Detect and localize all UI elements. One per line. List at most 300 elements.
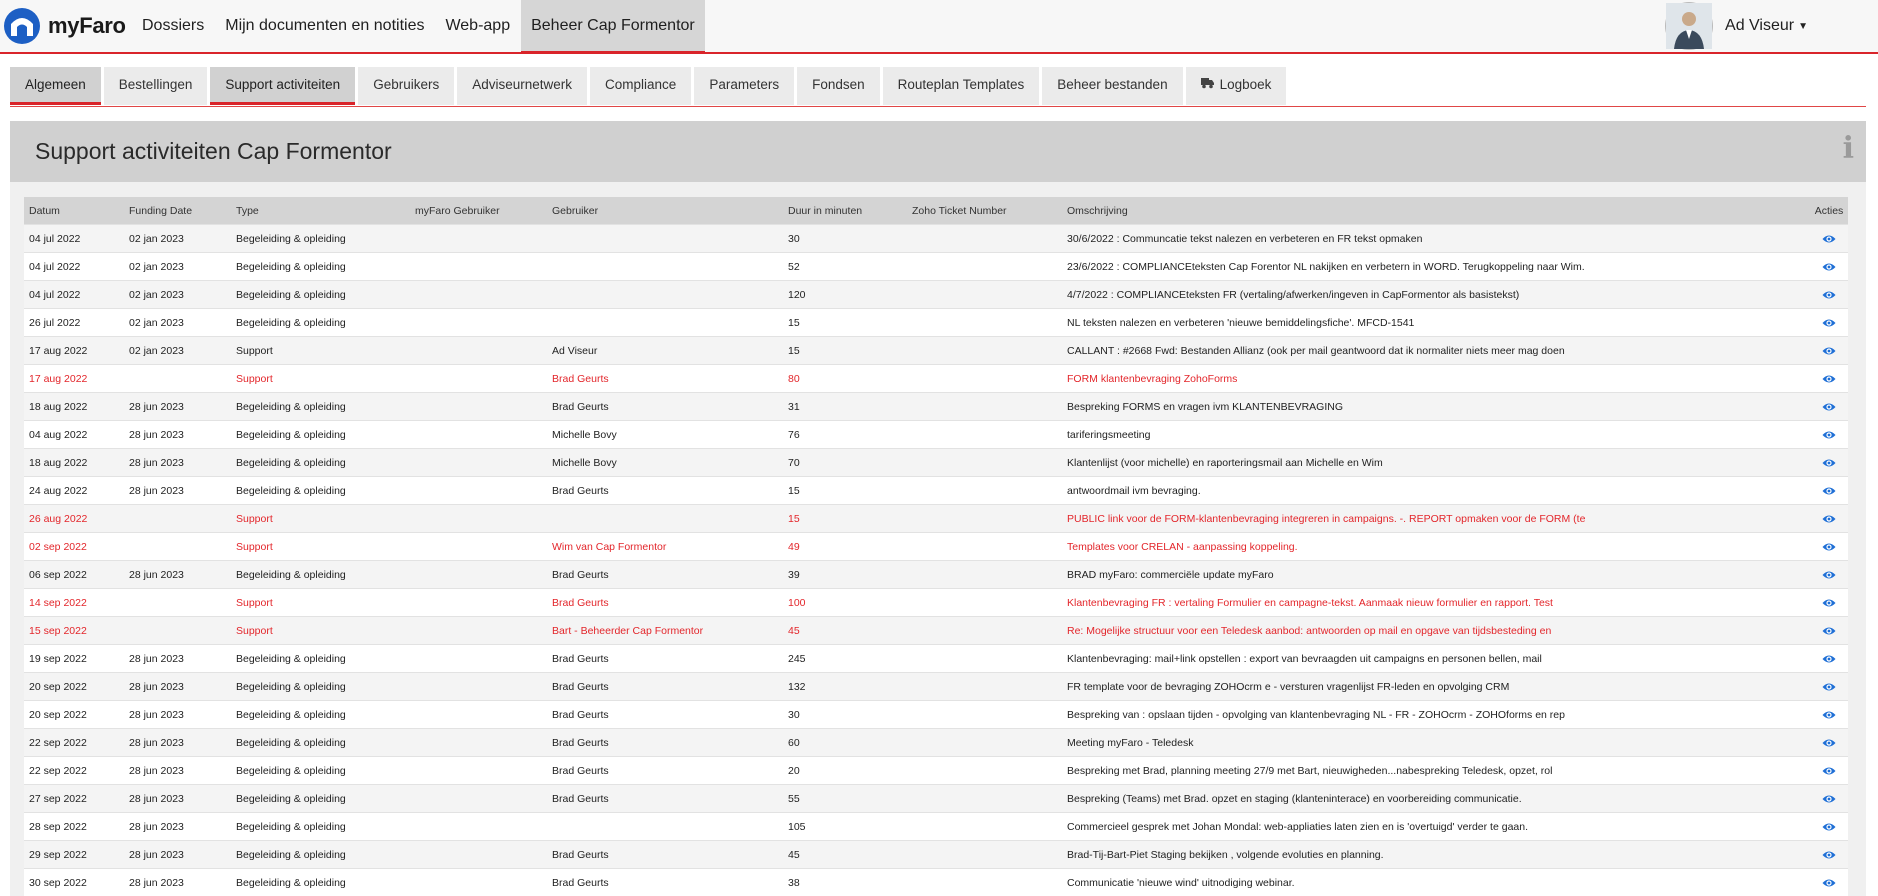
cell-myfaro-gebruiker	[410, 841, 547, 869]
cell-zoho-ticket	[907, 813, 1062, 841]
cell-gebruiker	[547, 309, 783, 337]
cell-funding-date: 28 jun 2023	[124, 841, 231, 869]
cell-omschrijving: PUBLIC link voor de FORM-klantenbevraging integreren in campaigns. -. REPORT opmaken voor de FORM (te	[1062, 505, 1810, 533]
cell-type: Support	[231, 589, 410, 617]
cell-omschrijving: Re: Mogelijke structuur voor een Teledesk aanbod: antwoorden op mail en opgave van tijdsbesteding en	[1062, 617, 1810, 645]
cell-gebruiker: Brad Geurts	[547, 729, 783, 757]
cell-acties	[1810, 393, 1848, 421]
cell-duur: 49	[783, 533, 907, 561]
cell-gebruiker: Michelle Bovy	[547, 449, 783, 477]
cell-zoho-ticket	[907, 337, 1062, 365]
cell-gebruiker	[547, 813, 783, 841]
cell-myfaro-gebruiker	[410, 869, 547, 896]
cell-gebruiker: Brad Geurts	[547, 869, 783, 896]
cell-datum: 14 sep 2022	[24, 589, 124, 617]
cell-zoho-ticket	[907, 225, 1062, 253]
table-row[interactable]	[24, 309, 1848, 337]
view-eye-icon[interactable]	[1822, 794, 1836, 804]
cell-datum: 20 sep 2022	[24, 673, 124, 701]
col-duur[interactable]: Duur in minuten	[783, 197, 907, 225]
cell-duur: 52	[783, 253, 907, 281]
tab-logboek[interactable]	[1186, 67, 1287, 105]
cell-datum: 18 aug 2022	[24, 393, 124, 421]
cell-gebruiker	[547, 253, 783, 281]
table-row[interactable]	[24, 421, 1848, 449]
cell-omschrijving: Bespreking (Teams) met Brad. opzet en staging (klanteninterace) en voorbereiding communicatie.	[1062, 785, 1810, 813]
cell-zoho-ticket	[907, 645, 1062, 673]
cell-acties	[1810, 505, 1848, 533]
table-row[interactable]	[24, 729, 1848, 757]
cell-funding-date: 02 jan 2023	[124, 337, 231, 365]
table-row[interactable]	[24, 281, 1848, 309]
tab-beheer-bestanden[interactable]: Beheer bestanden	[1042, 67, 1182, 105]
cell-datum: 20 sep 2022	[24, 701, 124, 729]
cell-acties	[1810, 589, 1848, 617]
cell-duur: 15	[783, 477, 907, 505]
cell-type: Begeleiding & opleiding	[231, 729, 410, 757]
cell-type: Begeleiding & opleiding	[231, 673, 410, 701]
cell-myfaro-gebruiker	[410, 449, 547, 477]
cell-duur: 245	[783, 645, 907, 673]
cell-duur: 15	[783, 337, 907, 365]
cell-duur: 120	[783, 281, 907, 309]
cell-gebruiker	[547, 225, 783, 253]
cell-acties	[1810, 337, 1848, 365]
cell-myfaro-gebruiker	[410, 589, 547, 617]
cell-acties	[1810, 645, 1848, 673]
cell-datum: 06 sep 2022	[24, 561, 124, 589]
col-myfaro-gebruiker[interactable]: myFaro Gebruiker	[410, 197, 547, 225]
col-type[interactable]: Type	[231, 197, 410, 225]
cell-myfaro-gebruiker	[410, 505, 547, 533]
cell-omschrijving: 30/6/2022 : Communcatie tekst nalezen en verbeteren en FR tekst opmaken	[1062, 225, 1810, 253]
view-eye-icon[interactable]	[1822, 682, 1836, 692]
cell-datum: 04 jul 2022	[24, 225, 124, 253]
tab-parameters[interactable]: Parameters	[694, 67, 794, 105]
cell-gebruiker: Brad Geurts	[547, 757, 783, 785]
cell-duur: 105	[783, 813, 907, 841]
main-nav	[132, 0, 706, 52]
cell-acties	[1810, 477, 1848, 505]
cell-type: Begeleiding & opleiding	[231, 869, 410, 896]
view-eye-icon[interactable]	[1822, 318, 1836, 328]
cell-myfaro-gebruiker	[410, 561, 547, 589]
cell-acties	[1810, 253, 1848, 281]
cell-gebruiker: Brad Geurts	[547, 365, 783, 393]
table-row[interactable]	[24, 225, 1848, 253]
view-eye-icon[interactable]	[1822, 402, 1836, 412]
cell-acties	[1810, 785, 1848, 813]
cell-acties	[1810, 673, 1848, 701]
cell-type: Begeleiding & opleiding	[231, 225, 410, 253]
cell-gebruiker: Ad Viseur	[547, 337, 783, 365]
cell-funding-date	[124, 505, 231, 533]
cell-zoho-ticket	[907, 869, 1062, 896]
view-eye-icon[interactable]	[1822, 822, 1836, 832]
cell-omschrijving: FORM klantenbevraging ZohoForms	[1062, 365, 1810, 393]
cell-funding-date: 28 jun 2023	[124, 813, 231, 841]
table-row[interactable]	[24, 337, 1848, 365]
view-eye-icon[interactable]	[1822, 654, 1836, 664]
cell-type: Begeleiding & opleiding	[231, 757, 410, 785]
info-icon[interactable]: i	[1843, 131, 1854, 166]
cell-zoho-ticket	[907, 561, 1062, 589]
cell-omschrijving: Klantenlijst (voor michelle) en raporteringsmail aan Michelle en Wim	[1062, 449, 1810, 477]
cell-funding-date: 28 jun 2023	[124, 421, 231, 449]
cell-duur: 38	[783, 869, 907, 896]
cell-funding-date: 02 jan 2023	[124, 225, 231, 253]
cell-acties	[1810, 617, 1848, 645]
cell-datum: 15 sep 2022	[24, 617, 124, 645]
cell-type: Begeleiding & opleiding	[231, 449, 410, 477]
table-row[interactable]	[24, 869, 1848, 896]
caret-down-icon: ▼	[1798, 21, 1808, 32]
cell-myfaro-gebruiker	[410, 729, 547, 757]
cell-zoho-ticket	[907, 673, 1062, 701]
cell-duur: 100	[783, 589, 907, 617]
table-row[interactable]	[24, 449, 1848, 477]
cell-zoho-ticket	[907, 617, 1062, 645]
cell-datum: 28 sep 2022	[24, 813, 124, 841]
cell-duur: 45	[783, 841, 907, 869]
cell-funding-date: 28 jun 2023	[124, 869, 231, 896]
table-row[interactable]	[24, 589, 1848, 617]
cell-gebruiker: Brad Geurts	[547, 673, 783, 701]
cell-myfaro-gebruiker	[410, 337, 547, 365]
view-eye-icon[interactable]	[1822, 234, 1836, 244]
cell-myfaro-gebruiker	[410, 785, 547, 813]
user-name: Ad Viseur	[1725, 17, 1794, 35]
cell-duur: 70	[783, 449, 907, 477]
cell-omschrijving: BRAD myFaro: commerciële update myFaro	[1062, 561, 1810, 589]
table-row[interactable]	[24, 645, 1848, 673]
cell-type: Support	[231, 505, 410, 533]
cell-datum: 04 jul 2022	[24, 253, 124, 281]
cell-zoho-ticket	[907, 785, 1062, 813]
view-eye-icon[interactable]	[1822, 290, 1836, 300]
cell-duur: 80	[783, 365, 907, 393]
cell-omschrijving: Brad-Tij-Bart-Piet Staging bekijken , volgende evoluties en planning.	[1062, 841, 1810, 869]
cell-omschrijving: CALLANT : #2668 Fwd: Bestanden Allianz (ook per mail geantwoord dat ik normaliter niets meer mag doen	[1062, 337, 1810, 365]
view-eye-icon[interactable]	[1822, 542, 1836, 552]
cell-zoho-ticket	[907, 253, 1062, 281]
cell-funding-date: 28 jun 2023	[124, 393, 231, 421]
tab-logboek-label: Logboek	[1220, 77, 1272, 92]
cell-type: Support	[231, 617, 410, 645]
cell-myfaro-gebruiker	[410, 757, 547, 785]
table-row[interactable]	[24, 813, 1848, 841]
truck-icon	[1201, 77, 1214, 92]
table-row[interactable]	[24, 365, 1848, 393]
cell-type: Begeleiding & opleiding	[231, 785, 410, 813]
cell-duur: 15	[783, 505, 907, 533]
cell-duur: 39	[783, 561, 907, 589]
cell-gebruiker: Brad Geurts	[547, 589, 783, 617]
cell-funding-date	[124, 533, 231, 561]
panel-header	[10, 121, 1866, 182]
cell-omschrijving: Communicatie 'nieuwe wind' uitnodiging webinar.	[1062, 869, 1810, 896]
cell-gebruiker: Brad Geurts	[547, 701, 783, 729]
cell-myfaro-gebruiker	[410, 673, 547, 701]
cell-zoho-ticket	[907, 505, 1062, 533]
cell-datum: 26 jul 2022	[24, 309, 124, 337]
cell-gebruiker: Brad Geurts	[547, 785, 783, 813]
cell-gebruiker: Michelle Bovy	[547, 421, 783, 449]
tab-routeplan-templates[interactable]: Routeplan Templates	[883, 67, 1040, 105]
cell-zoho-ticket	[907, 589, 1062, 617]
table-row[interactable]	[24, 505, 1848, 533]
view-eye-icon[interactable]	[1822, 766, 1836, 776]
cell-funding-date: 28 jun 2023	[124, 645, 231, 673]
view-eye-icon[interactable]	[1822, 626, 1836, 636]
tab-fondsen[interactable]: Fondsen	[797, 67, 880, 105]
view-eye-icon[interactable]	[1822, 374, 1836, 384]
cell-funding-date: 28 jun 2023	[124, 701, 231, 729]
cell-type: Begeleiding & opleiding	[231, 645, 410, 673]
cell-zoho-ticket	[907, 421, 1062, 449]
col-omschrijving[interactable]: Omschrijving	[1062, 197, 1810, 225]
cell-datum: 04 aug 2022	[24, 421, 124, 449]
table-row[interactable]	[24, 673, 1848, 701]
cell-funding-date: 28 jun 2023	[124, 757, 231, 785]
cell-duur: 20	[783, 757, 907, 785]
cell-type: Begeleiding & opleiding	[231, 309, 410, 337]
view-eye-icon[interactable]	[1822, 878, 1836, 888]
view-eye-icon[interactable]	[1822, 262, 1836, 272]
cell-zoho-ticket	[907, 533, 1062, 561]
cell-datum: 02 sep 2022	[24, 533, 124, 561]
cell-gebruiker: Brad Geurts	[547, 477, 783, 505]
cell-gebruiker: Brad Geurts	[547, 841, 783, 869]
cell-omschrijving: Bespreking met Brad, planning meeting 27/9 met Bart, nieuwigheden...nabespreking Teledesk, opzet, rol	[1062, 757, 1810, 785]
table-row[interactable]	[24, 841, 1848, 869]
cell-myfaro-gebruiker	[410, 309, 547, 337]
support-table	[24, 197, 1848, 896]
cell-type: Begeleiding & opleiding	[231, 561, 410, 589]
tab-adviseurnetwerk[interactable]: Adviseurnetwerk	[457, 67, 587, 105]
cell-zoho-ticket	[907, 701, 1062, 729]
cell-zoho-ticket	[907, 729, 1062, 757]
cell-type: Begeleiding & opleiding	[231, 281, 410, 309]
cell-myfaro-gebruiker	[410, 645, 547, 673]
view-eye-icon[interactable]	[1822, 430, 1836, 440]
cell-gebruiker: Wim van Cap Formentor	[547, 533, 783, 561]
myfaro-logo-icon	[2, 6, 42, 46]
support-panel	[10, 121, 1866, 896]
cell-acties	[1810, 813, 1848, 841]
cell-type: Begeleiding & opleiding	[231, 253, 410, 281]
cell-datum: 26 aug 2022	[24, 505, 124, 533]
col-datum[interactable]: Datum	[24, 197, 124, 225]
view-eye-icon[interactable]	[1822, 570, 1836, 580]
cell-type: Begeleiding & opleiding	[231, 393, 410, 421]
cell-datum: 30 sep 2022	[24, 869, 124, 896]
cell-gebruiker	[547, 281, 783, 309]
cell-funding-date: 28 jun 2023	[124, 729, 231, 757]
cell-datum: 24 aug 2022	[24, 477, 124, 505]
cell-duur: 45	[783, 617, 907, 645]
cell-gebruiker: Brad Geurts	[547, 645, 783, 673]
cell-duur: 76	[783, 421, 907, 449]
cell-type: Support	[231, 533, 410, 561]
table-row[interactable]	[24, 561, 1848, 589]
cell-funding-date: 28 jun 2023	[124, 561, 231, 589]
cell-type: Begeleiding & opleiding	[231, 421, 410, 449]
cell-duur: 132	[783, 673, 907, 701]
cell-omschrijving: Bespreking FORMS en vragen ivm KLANTENBEVRAGING	[1062, 393, 1810, 421]
cell-gebruiker: Brad Geurts	[547, 393, 783, 421]
col-funding-date[interactable]: Funding Date	[124, 197, 231, 225]
cell-gebruiker	[547, 505, 783, 533]
cell-duur: 30	[783, 225, 907, 253]
cell-duur: 30	[783, 701, 907, 729]
cell-duur: 15	[783, 309, 907, 337]
cell-funding-date	[124, 617, 231, 645]
cell-zoho-ticket	[907, 281, 1062, 309]
cell-acties	[1810, 225, 1848, 253]
cell-type: Begeleiding & opleiding	[231, 813, 410, 841]
cell-myfaro-gebruiker	[410, 813, 547, 841]
cell-myfaro-gebruiker	[410, 421, 547, 449]
cell-duur: 60	[783, 729, 907, 757]
cell-duur: 55	[783, 785, 907, 813]
cell-acties	[1810, 449, 1848, 477]
nav-web-app[interactable]: Web-app	[435, 0, 520, 52]
cell-datum: 22 sep 2022	[24, 729, 124, 757]
cell-zoho-ticket	[907, 309, 1062, 337]
cell-omschrijving: 23/6/2022 : COMPLIANCEteksten Cap Forentor NL nakijken en verbetern in WORD. Terugkoppeling naar Wim.	[1062, 253, 1810, 281]
cell-omschrijving: Klantenbevraging FR : vertaling Formulier en campagne-tekst. Aanmaak nieuw formulier en rapport. Test	[1062, 589, 1810, 617]
cell-datum: 29 sep 2022	[24, 841, 124, 869]
cell-acties	[1810, 309, 1848, 337]
user-menu[interactable]	[1665, 0, 1808, 52]
avatar	[1665, 2, 1713, 50]
cell-omschrijving: tariferingsmeeting	[1062, 421, 1810, 449]
cell-type: Begeleiding & opleiding	[231, 841, 410, 869]
cell-myfaro-gebruiker	[410, 281, 547, 309]
cell-zoho-ticket	[907, 365, 1062, 393]
cell-zoho-ticket	[907, 393, 1062, 421]
brand-name: myFaro	[48, 13, 126, 39]
cell-acties	[1810, 841, 1848, 869]
cell-omschrijving: FR template voor de bevraging ZOHOcrm e - versturen vragenlijst FR-leden en opvolging CRM	[1062, 673, 1810, 701]
table-row[interactable]	[24, 477, 1848, 505]
cell-duur: 31	[783, 393, 907, 421]
cell-acties	[1810, 869, 1848, 896]
cell-datum: 17 aug 2022	[24, 337, 124, 365]
cell-myfaro-gebruiker	[410, 617, 547, 645]
cell-zoho-ticket	[907, 477, 1062, 505]
cell-myfaro-gebruiker	[410, 477, 547, 505]
cell-omschrijving: Commercieel gesprek met Johan Mondal: web-appliaties laten zien en is 'overtuigd' verder te gaan.	[1062, 813, 1810, 841]
col-gebruiker[interactable]: Gebruiker	[547, 197, 783, 225]
cell-acties	[1810, 561, 1848, 589]
cell-myfaro-gebruiker	[410, 701, 547, 729]
tab-support-activiteiten[interactable]: Support activiteiten	[210, 67, 355, 105]
table-row[interactable]	[24, 617, 1848, 645]
cell-myfaro-gebruiker	[410, 393, 547, 421]
cell-funding-date	[124, 589, 231, 617]
col-acties: Acties	[1810, 197, 1848, 225]
cell-funding-date: 02 jan 2023	[124, 253, 231, 281]
cell-datum: 18 aug 2022	[24, 449, 124, 477]
cell-zoho-ticket	[907, 449, 1062, 477]
cell-datum: 19 sep 2022	[24, 645, 124, 673]
cell-funding-date: 02 jan 2023	[124, 281, 231, 309]
cell-acties	[1810, 701, 1848, 729]
table-row[interactable]	[24, 253, 1848, 281]
cell-myfaro-gebruiker	[410, 253, 547, 281]
cell-myfaro-gebruiker	[410, 225, 547, 253]
view-eye-icon[interactable]	[1822, 710, 1836, 720]
person-icon	[1666, 3, 1712, 49]
nav-dossiers[interactable]: Dossiers	[132, 0, 214, 52]
page-title: Support activiteiten Cap Formentor	[35, 138, 392, 165]
cell-acties	[1810, 533, 1848, 561]
cell-funding-date: 28 jun 2023	[124, 785, 231, 813]
view-eye-icon[interactable]	[1822, 514, 1836, 524]
cell-acties	[1810, 757, 1848, 785]
cell-omschrijving: Meeting myFaro - Teledesk	[1062, 729, 1810, 757]
table-header-row	[24, 197, 1848, 225]
cell-funding-date: 28 jun 2023	[124, 673, 231, 701]
cell-type: Begeleiding & opleiding	[231, 477, 410, 505]
nav-beheer-cap-formentor[interactable]: Beheer Cap Formentor	[521, 0, 705, 54]
cell-funding-date	[124, 365, 231, 393]
view-eye-icon[interactable]	[1822, 598, 1836, 608]
brand[interactable]	[0, 0, 132, 52]
cell-datum: 22 sep 2022	[24, 757, 124, 785]
cell-omschrijving: 4/7/2022 : COMPLIANCEteksten FR (vertaling/afwerken/ingeven in CapFormentor als basistekst)	[1062, 281, 1810, 309]
table-row[interactable]	[24, 785, 1848, 813]
nav-mijn-documenten[interactable]: Mijn documenten en notities	[215, 0, 434, 52]
cell-type: Support	[231, 365, 410, 393]
table-container	[24, 197, 1848, 896]
view-eye-icon[interactable]	[1822, 850, 1836, 860]
top-navbar	[0, 0, 1878, 54]
cell-gebruiker: Brad Geurts	[547, 561, 783, 589]
table-row[interactable]	[24, 393, 1848, 421]
cell-myfaro-gebruiker	[410, 365, 547, 393]
table-row[interactable]	[24, 701, 1848, 729]
col-zoho-ticket[interactable]: Zoho Ticket Number	[907, 197, 1062, 225]
view-eye-icon[interactable]	[1822, 738, 1836, 748]
table-row[interactable]	[24, 533, 1848, 561]
cell-gebruiker: Bart - Beheerder Cap Formentor	[547, 617, 783, 645]
cell-acties	[1810, 365, 1848, 393]
cell-omschrijving: Bespreking van : opslaan tijden - opvolging van klantenbevraging NL - FR - ZOHOcrm - ZOHOforms en rep	[1062, 701, 1810, 729]
view-eye-icon[interactable]	[1822, 458, 1836, 468]
cell-type: Support	[231, 337, 410, 365]
cell-omschrijving: NL teksten nalezen en verbeteren 'nieuwe bemiddelingsfiche'. MFCD-1541	[1062, 309, 1810, 337]
tab-compliance[interactable]: Compliance	[590, 67, 691, 105]
view-eye-icon[interactable]	[1822, 346, 1836, 356]
cell-type: Begeleiding & opleiding	[231, 701, 410, 729]
tabs-divider	[10, 106, 1866, 107]
view-eye-icon[interactable]	[1822, 486, 1836, 496]
cell-datum: 27 sep 2022	[24, 785, 124, 813]
cell-funding-date: 28 jun 2023	[124, 449, 231, 477]
cell-funding-date: 28 jun 2023	[124, 477, 231, 505]
tab-gebruikers[interactable]: Gebruikers	[358, 67, 454, 105]
cell-funding-date: 02 jan 2023	[124, 309, 231, 337]
cell-omschrijving: antwoordmail ivm bevraging.	[1062, 477, 1810, 505]
tab-algemeen[interactable]: Algemeen	[10, 67, 101, 105]
cell-datum: 04 jul 2022	[24, 281, 124, 309]
cell-acties	[1810, 729, 1848, 757]
tab-bestellingen[interactable]: Bestellingen	[104, 67, 208, 105]
table-row[interactable]	[24, 757, 1848, 785]
